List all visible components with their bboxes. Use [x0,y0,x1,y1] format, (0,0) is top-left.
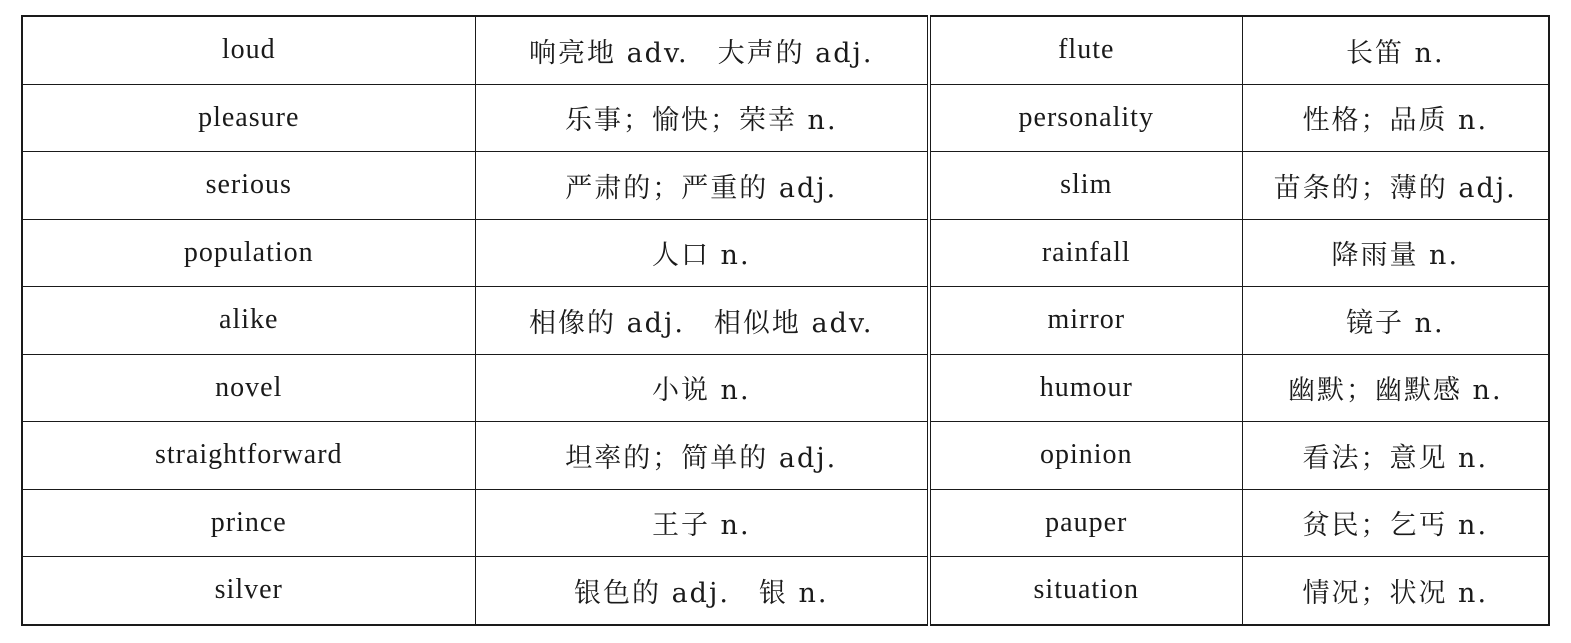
meaning-cell: 相像的 adj. 相似地 adv. [475,287,929,355]
word-cell: pauper [929,489,1242,557]
table-row [22,287,1549,355]
table-row [22,84,1549,152]
meaning-cell: 性格；品质 n. [1242,84,1549,152]
table-row [22,354,1549,422]
meaning-cell: 乐事；愉快；荣幸 n. [475,84,929,152]
table-row [22,489,1549,557]
word-cell: serious [22,152,475,220]
meaning-cell: 镜子 n. [1242,287,1549,355]
meaning-cell: 贫民；乞丐 n. [1242,489,1549,557]
word-cell: alike [22,287,475,355]
word-cell: situation [929,557,1242,625]
table-row [22,152,1549,220]
meaning-cell: 苗条的；薄的 adj. [1242,152,1549,220]
meaning-cell: 降雨量 n. [1242,219,1549,287]
word-cell: straightforward [22,422,475,490]
word-cell: population [22,219,475,287]
meaning-cell: 严肃的；严重的 adj. [475,152,929,220]
meaning-cell: 幽默；幽默感 n. [1242,354,1549,422]
table-row [22,16,1549,84]
table-row [22,557,1549,625]
word-cell: pleasure [22,84,475,152]
meaning-cell: 人口 n. [475,219,929,287]
meaning-cell: 王子 n. [475,489,929,557]
vocabulary-table-body [22,16,1549,625]
word-cell: silver [22,557,475,625]
meaning-cell: 坦率的；简单的 adj. [475,422,929,490]
word-cell: loud [22,16,475,84]
word-cell: personality [929,84,1242,152]
table-row [22,219,1549,287]
vocabulary-table [21,15,1550,626]
word-cell: rainfall [929,219,1242,287]
word-cell: humour [929,354,1242,422]
table-row [22,422,1549,490]
word-cell: slim [929,152,1242,220]
meaning-cell: 长笛 n. [1242,16,1549,84]
word-cell: novel [22,354,475,422]
meaning-cell: 银色的 adj. 银 n. [475,557,929,625]
meaning-cell: 小说 n. [475,354,929,422]
meaning-cell: 响亮地 adv. 大声的 adj. [475,16,929,84]
word-cell: prince [22,489,475,557]
meaning-cell: 情况；状况 n. [1242,557,1549,625]
word-cell: opinion [929,422,1242,490]
word-cell: flute [929,16,1242,84]
word-cell: mirror [929,287,1242,355]
meaning-cell: 看法；意见 n. [1242,422,1549,490]
